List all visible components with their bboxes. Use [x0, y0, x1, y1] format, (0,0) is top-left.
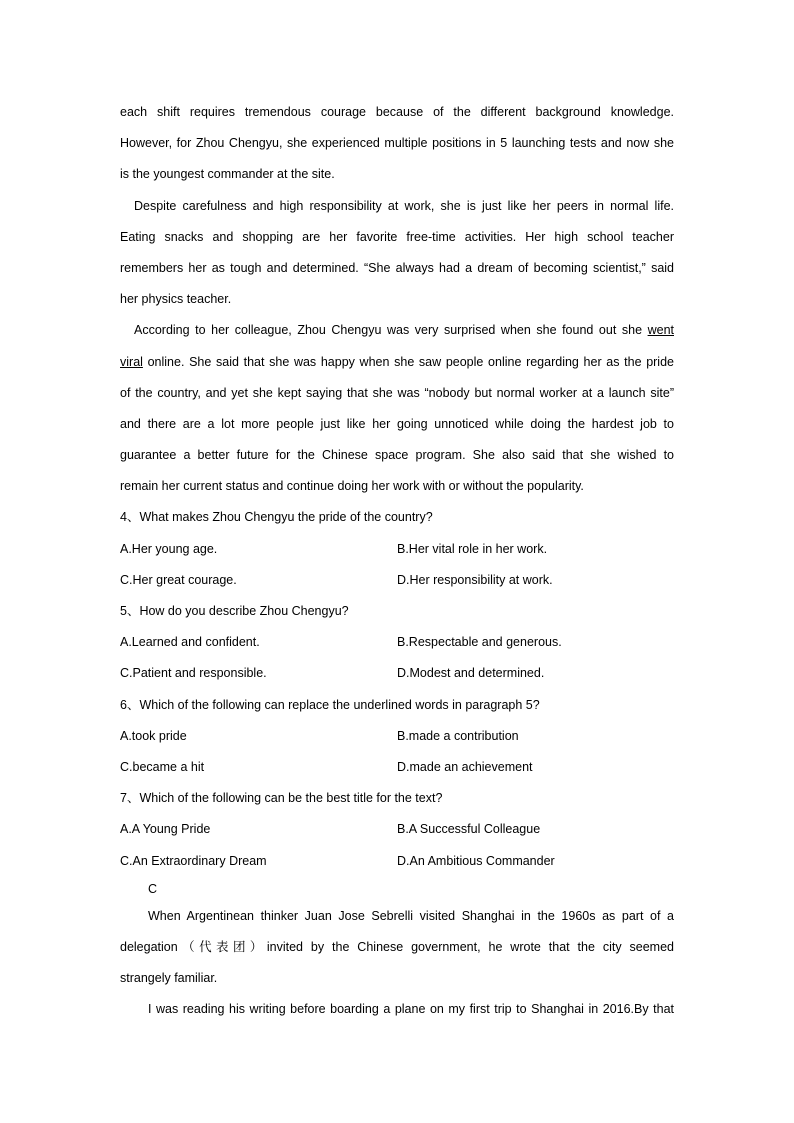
- paragraph-continued: [120, 97, 674, 191]
- option-d: D.made an achievement: [397, 759, 533, 774]
- text-line: her physics teacher.: [120, 292, 232, 307]
- text-line: [120, 347, 674, 378]
- option-b: B.Respectable and generous.: [397, 635, 562, 650]
- paragraph-4: [120, 191, 674, 316]
- question-stem: 6、Which of the following can replace the underlined words in paragraph 5?: [120, 697, 540, 712]
- option-d: D.Her responsibility at work.: [397, 572, 553, 587]
- question-6: [120, 690, 674, 784]
- text-span: According to her colleague, Zhou Chengyu was very surprised when she found out she: [134, 323, 648, 338]
- text-line: However, for Zhou Chengyu, she experienced multiple positions in 5 launching tests and now she: [120, 136, 674, 151]
- page-content: [120, 97, 674, 1025]
- question-stem: 4、What makes Zhou Chengyu the pride of the country?: [120, 510, 433, 525]
- text-line: remembers her as tough and determined. “She always had a dream of becoming scientist,” said: [120, 260, 674, 275]
- option-c: C.An Extraordinary Dream: [120, 853, 267, 868]
- option-row: [120, 565, 674, 596]
- option-c: C.became a hit: [120, 759, 205, 774]
- option-row: [120, 846, 674, 877]
- text-line: is the youngest commander at the site.: [120, 167, 335, 182]
- text-line: When Argentinean thinker Juan Jose Sebrelli visited Shanghai in the 1960s as part of a: [148, 908, 674, 923]
- text-line: and there are a lot more people just like her going unnoticed while doing the hardest job to: [120, 416, 674, 431]
- question-stem: 7、Which of the following can be the best title for the text?: [120, 791, 443, 806]
- option-row: [120, 627, 674, 658]
- text-line: of the country, and yet she kept saying that she was “nobody but normal worker at a launch site”: [120, 385, 674, 400]
- text-span: online. She said that she was happy when she saw people online regarding her as the pride: [142, 354, 674, 369]
- paragraph-5: [120, 315, 674, 502]
- question-4: [120, 502, 674, 596]
- text-line: Eating snacks and shopping are her favorite free-time activities. Her high school teacher: [120, 229, 674, 244]
- question-stem: 5、How do you describe Zhou Chengyu?: [120, 604, 349, 618]
- section-label: C: [148, 881, 158, 896]
- option-row: [120, 814, 674, 845]
- option-a: A.Learned and confident.: [120, 635, 260, 650]
- option-row: [120, 752, 674, 783]
- passage-c-paragraph-1: [120, 901, 674, 995]
- option-a: A.took pride: [120, 728, 187, 743]
- option-row: [120, 721, 674, 752]
- option-a: A.A Young Pride: [120, 822, 211, 837]
- underlined-word: viral: [120, 354, 143, 369]
- option-c: C.Her great courage.: [120, 572, 237, 587]
- text-line: remain her current status and continue doing her work with or without the popularity.: [120, 479, 584, 494]
- question-7: [120, 783, 674, 877]
- text-line: [120, 315, 674, 346]
- option-a: A.Her young age.: [120, 541, 218, 556]
- option-row: [120, 534, 674, 565]
- text-line: strangely familiar.: [120, 971, 218, 986]
- text-line: I was reading his writing before boarding a plane on my first trip to Shanghai in 2016.By that: [148, 1002, 674, 1017]
- passage-c-paragraph-2: [120, 994, 674, 1025]
- text-line: delegation（代表团）invited by the Chinese government, he wrote that the city seemed: [120, 939, 674, 954]
- text-line: Despite carefulness and high responsibility at work, she is just like her peers in normal life.: [134, 198, 674, 213]
- text-line: guarantee a better future for the Chinese space program. She also said that she wished to: [120, 448, 674, 463]
- text-line: each shift requires tremendous courage because of the different background knowledge.: [120, 105, 674, 119]
- underlined-word: went: [647, 323, 674, 338]
- option-b: B.made a contribution: [397, 728, 519, 743]
- option-b: B.Her vital role in her work.: [397, 541, 548, 556]
- option-d: D.Modest and determined.: [397, 666, 545, 681]
- option-row: [120, 658, 674, 689]
- option-d: D.An Ambitious Commander: [397, 853, 555, 868]
- option-b: B.A Successful Colleague: [397, 822, 541, 837]
- option-c: C.Patient and responsible.: [120, 666, 267, 681]
- question-5: [120, 596, 674, 690]
